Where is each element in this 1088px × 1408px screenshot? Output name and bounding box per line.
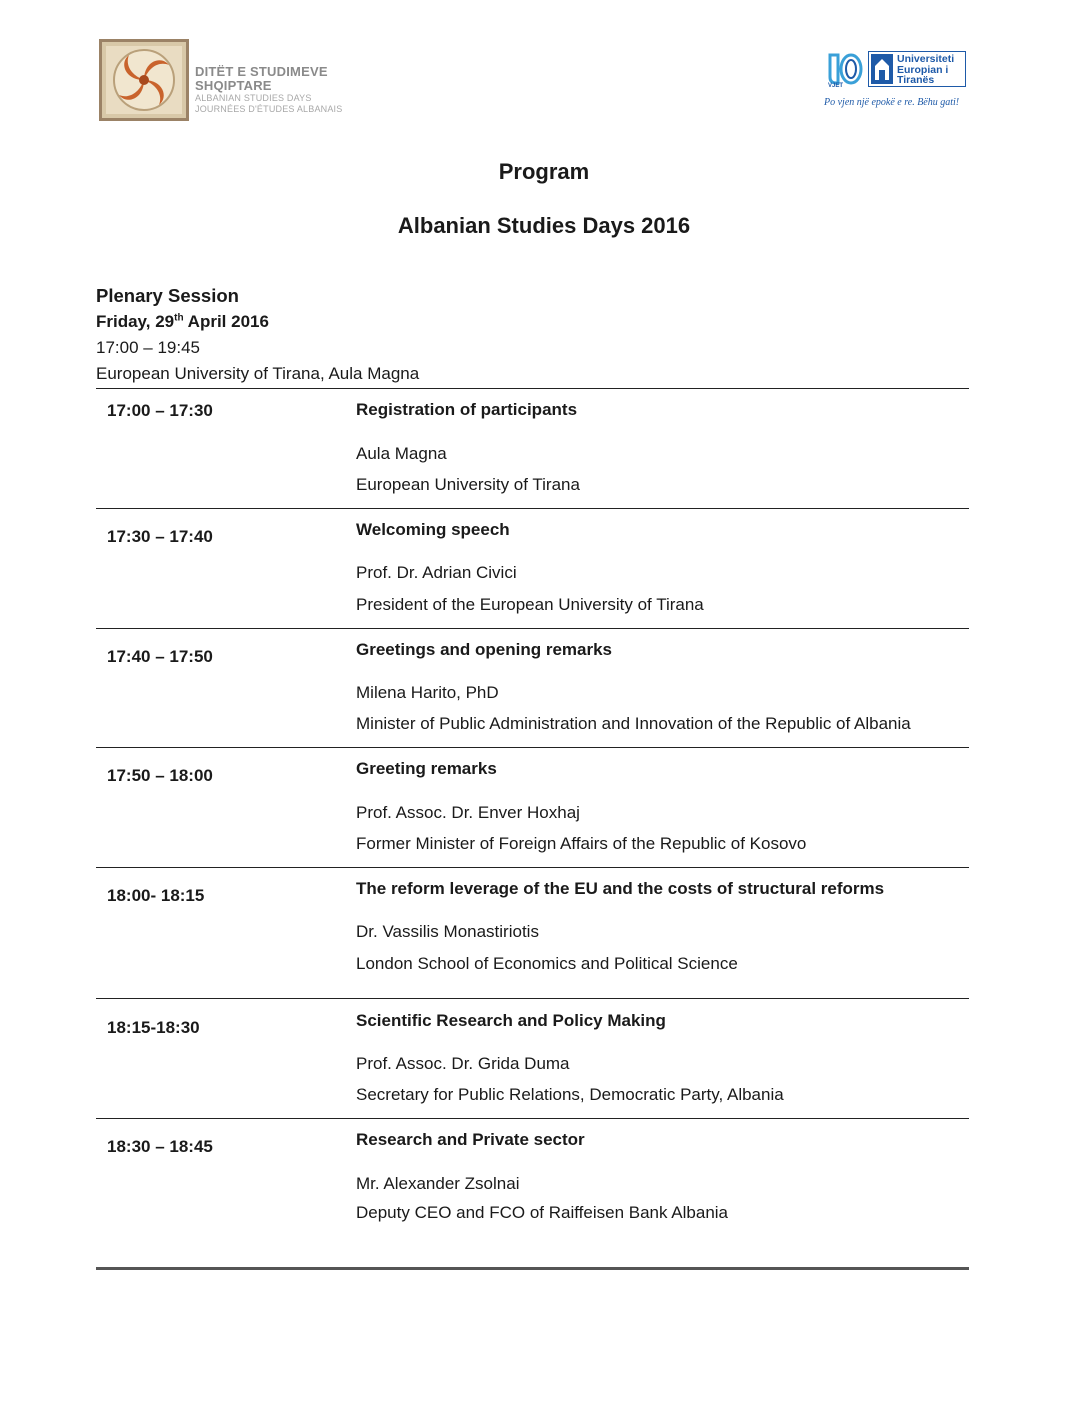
schedule-item-speaker: Mr. Alexander Zsolnai <box>356 1174 520 1193</box>
schedule-item-affiliation: European University of Tirana <box>356 475 580 494</box>
session-time: 17:00 – 19:45 <box>96 338 200 357</box>
schedule-time: 18:15-18:30 <box>107 1018 200 1037</box>
schedule-item-speaker: Aula Magna <box>356 444 447 463</box>
row-divider <box>96 1118 969 1119</box>
page-title: Program <box>498 159 590 184</box>
schedule-time: 17:50 – 18:00 <box>107 766 213 785</box>
university-name-line-1: Universiteti <box>897 53 955 65</box>
schedule-time: 18:00- 18:15 <box>107 886 205 905</box>
university-name-box <box>868 51 966 87</box>
university-name-line-3: Tiranës <box>897 74 935 86</box>
schedule-item-title: The reform leverage of the EU and the costs of structural reforms <box>356 879 885 898</box>
schedule-item-affiliation: Former Minister of Foreign Affairs of the Republic of Kosovo <box>356 834 807 853</box>
vjet-label: VJET <box>828 83 844 89</box>
schedule-item-affiliation: Deputy CEO and FCO of Raiffeisen Bank Albania <box>356 1203 728 1222</box>
session-date-day: Friday, 29 <box>96 312 175 331</box>
schedule-item-title: Greetings and opening remarks <box>356 640 613 659</box>
schedule-item-title: Greeting remarks <box>356 759 497 778</box>
schedule-item-title: Research and Private sector <box>356 1130 585 1149</box>
schedule-item-title: Registration of participants <box>356 400 578 419</box>
row-divider <box>96 628 969 629</box>
schedule-item-title: Scientific Research and Policy Making <box>356 1011 666 1030</box>
logo-left-line-2: SHQIPTARE <box>195 78 272 93</box>
schedule-item-speaker: Prof. Assoc. Dr. Grida Duma <box>356 1054 570 1073</box>
schedule-item-speaker: Prof. Assoc. Dr. Enver Hoxhaj <box>356 803 580 822</box>
session-header <box>96 283 419 387</box>
schedule-time: 18:30 – 18:45 <box>107 1137 213 1156</box>
table-top-divider <box>96 388 969 389</box>
university-name-line-2: Europian i <box>897 63 949 76</box>
session-venue: European University of Tirana, Aula Magna <box>96 364 420 383</box>
page-subtitle: Albanian Studies Days 2016 <box>397 213 691 238</box>
schedule-item-speaker: Dr. Vassilis Monastiriotis <box>356 922 539 941</box>
session-date-month: April 2016 <box>183 312 269 331</box>
session-name: Plenary Session <box>96 285 239 306</box>
building-icon <box>871 54 893 84</box>
schedule-item-speaker: Prof. Dr. Adrian Civici <box>356 563 517 582</box>
schedule-item-title: Welcoming speech <box>356 520 510 539</box>
schedule-item-affiliation: President of the European University of Tirana <box>356 595 704 614</box>
schedule-item-speaker: Milena Harito, PhD <box>356 683 499 702</box>
row-divider <box>96 867 969 868</box>
logo-left-line-1: DITËT E STUDIMEVE <box>195 64 328 79</box>
schedule-time: 17:00 – 17:30 <box>107 401 213 420</box>
albanian-studies-days-logo <box>99 39 349 123</box>
row-divider <box>96 508 969 509</box>
logo-left-line-4: JOURNÉES D'ÉTUDES ALBANAIS <box>195 104 343 114</box>
university-slogan: Po vjen një epokë e re. Bëhu gati! <box>824 97 960 108</box>
schedule-item-affiliation: London School of Economics and Political Science <box>356 954 738 973</box>
schedule-item-affiliation: Minister of Public Administration and Innovation of the Republic of Albania <box>356 714 911 733</box>
schedule-time: 17:40 – 17:50 <box>107 647 213 666</box>
university-logo <box>824 51 974 113</box>
session-date <box>96 309 419 335</box>
row-divider <box>96 747 969 748</box>
schedule-item-affiliation: Secretary for Public Relations, Democratic Party, Albania <box>356 1085 784 1104</box>
session-date-ordinal: th <box>174 312 184 324</box>
mosaic-swirl-icon <box>99 39 189 121</box>
row-divider <box>96 998 969 999</box>
logo-left-line-3: ALBANIAN STUDIES DAYS <box>195 93 312 103</box>
table-bottom-divider <box>96 1267 969 1270</box>
schedule-time: 17:30 – 17:40 <box>107 527 213 546</box>
